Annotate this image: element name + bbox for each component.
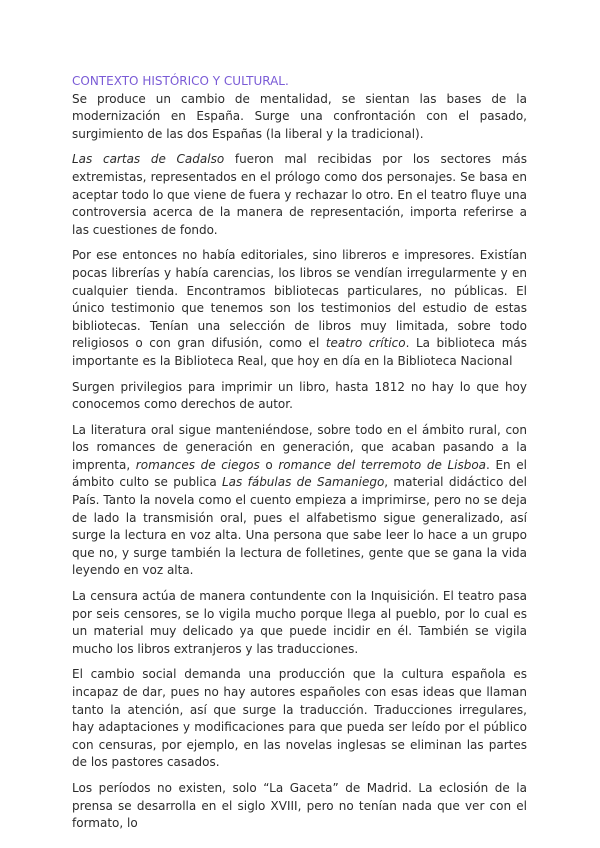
- paragraph-text: fueron mal recibidas por los sectores más extremistas, representados en el prólogo como dos personajes. Se basa en aceptar todo lo que viene de fuera y rechazar lo otro. En el teatro fluye una controversia acerca de la manera de representación, importa referirse a las cuestiones de fondo.: [72, 152, 528, 237]
- title-romances-ciegos: romances de ciegos: [135, 457, 260, 472]
- paragraph-editoriales: [72, 247, 527, 370]
- paragraph-text: o: [259, 457, 279, 472]
- title-fabulas-samaniego: Las fábulas de Samaniego: [222, 475, 385, 490]
- paragraph-cambio-social: El cambio social demanda una producción que la cultura española es incapaz de dar, pues no hay autores españoles con esas ideas que llaman tanto la atención, así que surge la traducción. Traducciones irregulares, hay adaptaciones y modificaciones para que pueda ser leído por el público con censuras, por ejemplo, en las novelas inglesas se eliminan las partes de los pastores casados.: [72, 667, 527, 770]
- paragraph-censura: La censura actúa de manera contundente con la Inquisición. El teatro pasa por seis censores, se lo vigila mucho porque llega al pueblo, por lo cual es un material muy delicado ya que puede incidir en él. También se vigila mucho los libros extranjeros y las traducciones.: [72, 589, 527, 656]
- paragraph-text: . En el ámbito culto se publica: [72, 457, 527, 490]
- title-teatro-critico: teatro crítico: [325, 336, 406, 351]
- paragraph-literatura-oral: [72, 422, 527, 580]
- title-romance-terremoto: romance del terremoto de Lisboa: [278, 457, 487, 472]
- book-title-cartas-cadalso: Las cartas de Cadalso: [72, 152, 225, 167]
- document-page: [72, 73, 527, 841]
- paragraph-text: . La biblioteca más importante es la Biblioteca Real, que hoy en día en la Biblioteca Nacional: [72, 336, 527, 368]
- paragraph-text: Por ese entonces no había editoriales, sino libreros e impresores. Existían pocas librerías y había carencias, los libros se vendían irregularmente y en cualquier tienda. Encontramos bibliotecas particulares, no públicas. El único testimonio que tenemos son los testimonios del estudio de estas bibliotecas. Tenían una selección de libros muy limitada, sobre todo religiosos o con gran difusión, como el: [72, 248, 527, 351]
- paragraph-cartas-cadalso: [72, 151, 527, 239]
- paragraph-mentalidad: Se produce un cambio de mentalidad, se sientan las bases de la modernización en España. Surge una confrontación con el pasado, surgimiento de las dos Españas (la liberal y la tradicional).: [72, 91, 527, 141]
- paragraph-text: , material didáctico del País. Tanto la novela como el cuento empieza a imprimirse, pero no se deja de lado la transmisión oral, pues el alfabetismo sigue generalizado, así surge la lectura en voz alta. Una persona que sabe leer lo hace a un grupo que no, y surge también la lectura de folletines, gente que se gana la vida leyendo en voz alta.: [72, 475, 527, 578]
- section-heading: CONTEXTO HISTÓRICO Y CULTURAL.: [72, 74, 289, 88]
- paragraph-privilegios: Surgen privilegios para imprimir un libro, hasta 1812 no hay lo que hoy conocemos como derechos de autor.: [72, 379, 527, 412]
- paragraph-prensa: Los períodos no existen, solo “La Gaceta” de Madrid. La eclosión de la prensa se desarrolla en el siglo XVIII, pero no tenían nada que ver con el formato, lo: [72, 780, 527, 831]
- paragraph-text: La literatura oral sigue manteniéndose, sobre todo en el ámbito rural, con los romances de generación en generación, que acaban pasando a la imprenta,: [72, 422, 527, 472]
